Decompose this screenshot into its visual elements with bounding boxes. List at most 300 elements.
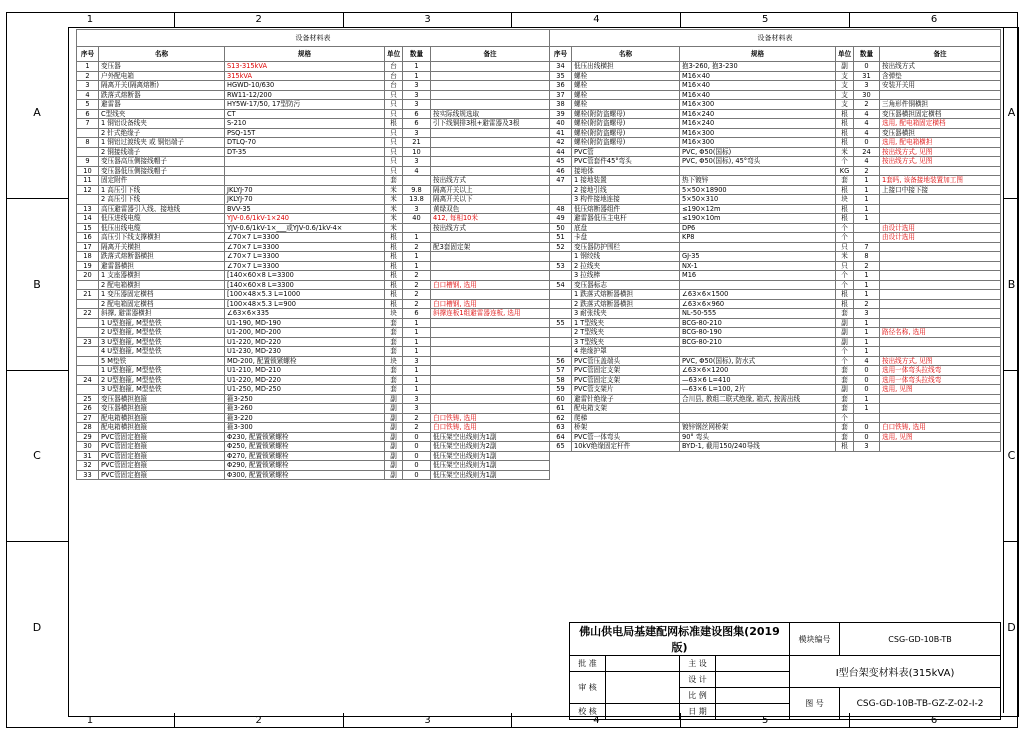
item-name: 跌落式熔断器 bbox=[99, 90, 225, 100]
item-name: 配电箱支架 bbox=[572, 404, 680, 414]
item-remark bbox=[431, 128, 550, 138]
item-spec: BYD-1, 截用150/240导线 bbox=[680, 442, 836, 452]
item-qty: 3 bbox=[403, 394, 431, 404]
item-spec bbox=[680, 347, 836, 357]
item-spec: M16 bbox=[680, 271, 836, 281]
item-name: 变压器横担抱箍 bbox=[99, 394, 225, 404]
item-qty bbox=[403, 176, 431, 186]
item-name: PVC管支架片 bbox=[572, 385, 680, 395]
item-no: 24 bbox=[77, 375, 99, 385]
table-row bbox=[77, 223, 550, 233]
table-row bbox=[550, 195, 1001, 205]
table-title: 设备材料表 bbox=[77, 30, 550, 47]
item-spec: M16×40 bbox=[680, 71, 836, 81]
item-qty: 1 bbox=[854, 271, 880, 281]
item-no: 26 bbox=[77, 404, 99, 414]
item-spec bbox=[225, 157, 385, 167]
materials-table-left bbox=[76, 29, 550, 480]
item-name: 变压器防护围栏 bbox=[572, 242, 680, 252]
item-remark: 选用, 配电箱固定横档 bbox=[880, 119, 1001, 129]
table-row bbox=[550, 71, 1001, 81]
item-qty: 2 bbox=[854, 299, 880, 309]
item-remark bbox=[431, 271, 550, 281]
item-no: 42 bbox=[550, 138, 572, 148]
ruler-mark: A bbox=[1007, 105, 1016, 119]
item-spec: PVC, Φ50(国标), 防水式 bbox=[680, 356, 836, 366]
table-row bbox=[550, 337, 1001, 347]
item-spec: [140×60×8 L=3300 bbox=[225, 280, 385, 290]
item-unit: 块 bbox=[836, 195, 854, 205]
item-no: 46 bbox=[550, 166, 572, 176]
table-row bbox=[550, 233, 1001, 243]
item-qty: 1 bbox=[403, 347, 431, 357]
item-name: PVC管固定抱箍 bbox=[99, 461, 225, 471]
table-row bbox=[77, 138, 550, 148]
item-qty: 24 bbox=[854, 147, 880, 157]
item-qty: 13.8 bbox=[403, 195, 431, 205]
item-no: 52 bbox=[550, 242, 572, 252]
item-name: 低压熔断器组件 bbox=[572, 204, 680, 214]
item-qty: 4 bbox=[854, 119, 880, 129]
item-qty: 0 bbox=[854, 375, 880, 385]
table-row bbox=[550, 442, 1001, 452]
item-spec: 5×50×18900 bbox=[680, 185, 836, 195]
item-remark: 白口铁铸, 选用 bbox=[880, 423, 1001, 433]
item-no bbox=[550, 290, 572, 300]
table-row bbox=[77, 204, 550, 214]
item-unit: 副 bbox=[836, 62, 854, 72]
table-row bbox=[77, 385, 550, 395]
item-no: 38 bbox=[550, 100, 572, 110]
item-remark bbox=[431, 404, 550, 414]
item-unit: 套 bbox=[836, 423, 854, 433]
table-row bbox=[77, 451, 550, 461]
table-row bbox=[550, 176, 1001, 186]
item-no: 65 bbox=[550, 442, 572, 452]
item-no bbox=[77, 128, 99, 138]
item-unit: 个 bbox=[836, 413, 854, 423]
item-qty: 2 bbox=[854, 100, 880, 110]
item-remark: 白口铁铸, 选用 bbox=[431, 423, 550, 433]
drawing-number: CSG-GD-10B-TB-GZ-Z-02-Ⅰ-2 bbox=[840, 688, 1001, 720]
item-name: 螺栓(附防盗螺母) bbox=[572, 119, 680, 129]
table-row bbox=[77, 261, 550, 271]
item-qty: 1 bbox=[854, 394, 880, 404]
table-row bbox=[550, 252, 1001, 262]
item-name: 卡盘 bbox=[572, 233, 680, 243]
item-spec: HY5W-17/50, 17型防污 bbox=[225, 100, 385, 110]
ruler-mark: A bbox=[33, 105, 41, 119]
item-qty: 0 bbox=[854, 62, 880, 72]
table-row bbox=[77, 309, 550, 319]
item-remark: 选用, 见图 bbox=[880, 432, 1001, 442]
item-spec bbox=[225, 166, 385, 176]
item-qty: 0 bbox=[403, 451, 431, 461]
item-name: 5 M垫铁 bbox=[99, 356, 225, 366]
item-spec: M16×300 bbox=[680, 128, 836, 138]
item-unit: 根 bbox=[836, 204, 854, 214]
item-name: 高压引下线支撑横担 bbox=[99, 233, 225, 243]
materials-table-right bbox=[549, 29, 1001, 452]
item-remark: 含弹垫 bbox=[880, 71, 1001, 81]
item-unit: 根 bbox=[836, 214, 854, 224]
item-unit: 套 bbox=[385, 328, 403, 338]
item-qty: 6 bbox=[403, 109, 431, 119]
item-name: 1 铜铝设备线夹 bbox=[99, 119, 225, 129]
item-spec: Φ300, 配置锁紧螺栓 bbox=[225, 470, 385, 480]
table-header: 序号 名称 规格 单位 数量 备注 bbox=[77, 47, 550, 62]
table-row bbox=[550, 223, 1001, 233]
table-row bbox=[550, 328, 1001, 338]
item-spec: ≤190×10m bbox=[680, 214, 836, 224]
table-row bbox=[550, 432, 1001, 442]
item-spec: JKLYJ-70 bbox=[225, 185, 385, 195]
item-no: 1 bbox=[77, 62, 99, 72]
item-spec bbox=[680, 242, 836, 252]
item-name: 2 铜接线端子 bbox=[99, 147, 225, 157]
item-remark: 上接口中接下接 bbox=[880, 185, 1001, 195]
item-spec: ∠63×6×335 bbox=[225, 309, 385, 319]
item-no: 14 bbox=[77, 214, 99, 224]
item-remark bbox=[880, 318, 1001, 328]
drawing-title: Ⅰ型台架变材料表(315kVA) bbox=[790, 656, 1001, 688]
item-no: 50 bbox=[550, 223, 572, 233]
item-remark bbox=[880, 252, 1001, 262]
item-unit: 只 bbox=[836, 242, 854, 252]
item-remark: 隔离开关以上 bbox=[431, 185, 550, 195]
item-no bbox=[550, 347, 572, 357]
item-name: 变压器横担抱箍 bbox=[99, 404, 225, 414]
item-qty: 1 bbox=[854, 185, 880, 195]
item-no: 31 bbox=[77, 451, 99, 461]
item-name: 3 拉线棒 bbox=[572, 271, 680, 281]
item-name: 避雷器低压主电杆 bbox=[572, 214, 680, 224]
item-spec bbox=[225, 176, 385, 186]
item-spec: RW11-12/200 bbox=[225, 90, 385, 100]
item-spec bbox=[680, 166, 836, 176]
table-row bbox=[77, 423, 550, 433]
item-remark bbox=[431, 138, 550, 148]
table-row bbox=[77, 432, 550, 442]
table-row bbox=[550, 356, 1001, 366]
ruler-mark: 5 bbox=[680, 713, 849, 728]
item-qty: 0 bbox=[854, 423, 880, 433]
item-name: 1 T型线夹 bbox=[572, 318, 680, 328]
table-row bbox=[550, 204, 1001, 214]
item-remark: 按出线方式 bbox=[880, 62, 1001, 72]
item-unit: 根 bbox=[385, 233, 403, 243]
item-qty: 1 bbox=[403, 366, 431, 376]
table-row bbox=[77, 318, 550, 328]
item-no: 36 bbox=[550, 81, 572, 91]
table-row bbox=[550, 242, 1001, 252]
item-qty: 4 bbox=[854, 157, 880, 167]
ruler-mark: 4 bbox=[511, 12, 680, 27]
item-qty: 1 bbox=[403, 328, 431, 338]
table-row bbox=[77, 214, 550, 224]
item-name: 隔离开关横担 bbox=[99, 242, 225, 252]
item-no: 27 bbox=[77, 413, 99, 423]
item-no bbox=[77, 366, 99, 376]
design-label: 设 计 bbox=[680, 672, 716, 688]
item-remark bbox=[880, 404, 1001, 414]
ruler-mark: B bbox=[6, 198, 68, 370]
item-unit: 个 bbox=[836, 347, 854, 357]
item-qty: 2 bbox=[403, 280, 431, 290]
item-remark bbox=[880, 204, 1001, 214]
table-row bbox=[550, 366, 1001, 376]
ruler-mark: 5 bbox=[680, 12, 849, 27]
item-no: 6 bbox=[77, 109, 99, 119]
table-row bbox=[550, 100, 1001, 110]
item-qty: 1 bbox=[403, 252, 431, 262]
item-remark bbox=[431, 71, 550, 81]
item-no: 9 bbox=[77, 157, 99, 167]
table-row bbox=[77, 442, 550, 452]
item-unit: 根 bbox=[385, 252, 403, 262]
table-row bbox=[550, 375, 1001, 385]
review-label: 审 核 bbox=[570, 672, 606, 704]
item-qty: 30 bbox=[854, 90, 880, 100]
item-remark: 按出线方式 bbox=[431, 223, 550, 233]
item-remark bbox=[431, 100, 550, 110]
item-qty: 3 bbox=[854, 309, 880, 319]
table-row bbox=[77, 185, 550, 195]
item-spec: BCG-80-210 bbox=[680, 318, 836, 328]
item-name: 隔离开关(隔离熔断) bbox=[99, 81, 225, 91]
item-spec: Φ250, 配置锁紧螺栓 bbox=[225, 442, 385, 452]
item-no: 19 bbox=[77, 261, 99, 271]
item-unit: 米 bbox=[385, 204, 403, 214]
item-name: 螺栓(附防盗螺母) bbox=[572, 109, 680, 119]
item-spec: ∠70×7 L=3300 bbox=[225, 261, 385, 271]
item-name: 低压出线横担 bbox=[572, 62, 680, 72]
ruler-mark: C bbox=[1004, 370, 1019, 542]
item-unit: KG bbox=[836, 166, 854, 176]
item-name: PVC管 bbox=[572, 147, 680, 157]
item-qty: 1 bbox=[854, 328, 880, 338]
item-no: 39 bbox=[550, 109, 572, 119]
item-remark bbox=[431, 90, 550, 100]
table-row bbox=[550, 271, 1001, 281]
item-no: 47 bbox=[550, 176, 572, 186]
item-spec: —63×6 L=410 bbox=[680, 375, 836, 385]
item-unit: 只 bbox=[385, 147, 403, 157]
table-row bbox=[550, 404, 1001, 414]
item-remark bbox=[880, 394, 1001, 404]
item-qty: 1 bbox=[854, 318, 880, 328]
item-unit: 套 bbox=[836, 176, 854, 186]
item-unit: 支 bbox=[836, 81, 854, 91]
table-row bbox=[77, 366, 550, 376]
table-row bbox=[77, 195, 550, 205]
item-name: PVC管固定抱箍 bbox=[99, 442, 225, 452]
item-remark bbox=[880, 442, 1001, 452]
table-title: 设备材料表 bbox=[550, 30, 1001, 47]
item-qty: 9.8 bbox=[403, 185, 431, 195]
item-spec: 5×50×310 bbox=[680, 195, 836, 205]
table-row bbox=[550, 385, 1001, 395]
item-qty: 3 bbox=[854, 81, 880, 91]
item-qty: 1 bbox=[854, 347, 880, 357]
item-unit: 个 bbox=[836, 223, 854, 233]
item-no: 30 bbox=[77, 442, 99, 452]
module-label: 模块编号 bbox=[790, 623, 840, 656]
item-unit: 个 bbox=[836, 280, 854, 290]
item-spec: U1-190, MD-190 bbox=[225, 318, 385, 328]
item-spec: BVV-35 bbox=[225, 204, 385, 214]
item-spec: —63×6 L=100, 2片 bbox=[680, 385, 836, 395]
item-qty: 6 bbox=[403, 119, 431, 129]
ruler-mark: B bbox=[1004, 198, 1019, 370]
table-row bbox=[77, 90, 550, 100]
item-qty: 1 bbox=[854, 176, 880, 186]
item-unit: 根 bbox=[385, 271, 403, 281]
item-unit: 根 bbox=[385, 290, 403, 300]
table-row bbox=[550, 299, 1001, 309]
item-unit: 副 bbox=[385, 432, 403, 442]
item-remark bbox=[431, 375, 550, 385]
item-spec: 镀锌钢丝网桥架 bbox=[680, 423, 836, 433]
item-spec bbox=[680, 280, 836, 290]
item-name: 3 耐张线夹 bbox=[572, 309, 680, 319]
item-qty: 0 bbox=[403, 442, 431, 452]
item-name: 变压器低压侧接线帽子 bbox=[99, 166, 225, 176]
item-remark: 斜撑连板1组避雷器连板, 选用 bbox=[431, 309, 550, 319]
item-spec: NL-50-555 bbox=[680, 309, 836, 319]
item-name: 2 拉线夹 bbox=[572, 261, 680, 271]
item-remark: 白口槽钢, 选用 bbox=[431, 280, 550, 290]
item-name: 2 跌落式熔断器横担 bbox=[572, 299, 680, 309]
check-label: 校 核 bbox=[570, 704, 606, 720]
item-remark: 配3套固定架 bbox=[431, 242, 550, 252]
item-remark bbox=[880, 166, 1001, 176]
table-row bbox=[77, 470, 550, 480]
table-row bbox=[77, 252, 550, 262]
table-header: 序号 名称 规格 单位 数量 备注 bbox=[550, 47, 1001, 62]
item-spec: U1-250, MD-250 bbox=[225, 385, 385, 395]
item-remark bbox=[880, 271, 1001, 281]
item-no bbox=[550, 271, 572, 281]
item-qty: 1 bbox=[403, 337, 431, 347]
item-name: 底盘 bbox=[572, 223, 680, 233]
item-spec: ∠63×6×1500 bbox=[680, 290, 836, 300]
item-qty: 1 bbox=[403, 318, 431, 328]
table-row bbox=[77, 176, 550, 186]
item-remark: 低压架空出线则为1副 bbox=[431, 451, 550, 461]
item-spec: 90° 弯头 bbox=[680, 432, 836, 442]
item-spec: M16×240 bbox=[680, 119, 836, 129]
item-remark: 选用, 见图 bbox=[880, 385, 1001, 395]
table-row bbox=[550, 147, 1001, 157]
item-no: 48 bbox=[550, 204, 572, 214]
item-remark: 白口铁铸, 选用 bbox=[431, 413, 550, 423]
item-unit: 只 bbox=[385, 138, 403, 148]
item-name: PVC管套件45°弯头 bbox=[572, 157, 680, 167]
item-name: 桥架 bbox=[572, 423, 680, 433]
table-row bbox=[550, 347, 1001, 357]
table-row bbox=[77, 109, 550, 119]
item-unit: 只 bbox=[385, 109, 403, 119]
table-row bbox=[550, 280, 1001, 290]
item-name: 1 高压引下线 bbox=[99, 185, 225, 195]
item-no: 10 bbox=[77, 166, 99, 176]
item-no: 34 bbox=[550, 62, 572, 72]
item-qty: 1 bbox=[854, 195, 880, 205]
item-spec: PSQ-15T bbox=[225, 128, 385, 138]
item-no: 53 bbox=[550, 261, 572, 271]
table-row bbox=[550, 90, 1001, 100]
item-name: 1 支座器横担 bbox=[99, 271, 225, 281]
item-remark bbox=[880, 347, 1001, 357]
item-unit: 套 bbox=[385, 176, 403, 186]
item-qty: 1 bbox=[854, 280, 880, 290]
item-remark: 低压架空出线则为2副 bbox=[431, 442, 550, 452]
item-no: 57 bbox=[550, 366, 572, 376]
item-name: PVC管压盖端头 bbox=[572, 356, 680, 366]
item-remark bbox=[431, 252, 550, 262]
table-row bbox=[550, 119, 1001, 129]
item-spec: U1-220, MD-220 bbox=[225, 337, 385, 347]
item-unit: 套 bbox=[385, 375, 403, 385]
item-unit: 个 bbox=[836, 157, 854, 167]
item-unit: 副 bbox=[836, 337, 854, 347]
item-spec: ∠63×6×1200 bbox=[680, 366, 836, 376]
item-qty: 3 bbox=[403, 90, 431, 100]
item-unit: 套 bbox=[385, 337, 403, 347]
item-unit: 台 bbox=[385, 62, 403, 72]
item-name: 2 针式绝缘子 bbox=[99, 128, 225, 138]
table-row bbox=[550, 166, 1001, 176]
item-unit: 套 bbox=[836, 404, 854, 414]
item-name: 螺栓 bbox=[572, 81, 680, 91]
item-no: 60 bbox=[550, 394, 572, 404]
item-qty: 2 bbox=[854, 261, 880, 271]
item-spec: U1-200, MD-200 bbox=[225, 328, 385, 338]
item-qty: 1 bbox=[854, 337, 880, 347]
item-unit: 支 bbox=[836, 100, 854, 110]
item-spec: YJV-0.6/1kV-1×240 bbox=[225, 214, 385, 224]
item-qty: 2 bbox=[403, 242, 431, 252]
table-row bbox=[550, 214, 1001, 224]
item-remark: 白口槽钢, 选用 bbox=[431, 299, 550, 309]
table-row bbox=[77, 271, 550, 281]
item-qty bbox=[854, 223, 880, 233]
item-no: 41 bbox=[550, 128, 572, 138]
item-qty: 8 bbox=[854, 252, 880, 262]
item-remark: 选用一体弯头拉线弯 bbox=[880, 366, 1001, 376]
item-qty: 40 bbox=[403, 214, 431, 224]
item-unit: 套 bbox=[385, 347, 403, 357]
item-unit: 根 bbox=[836, 119, 854, 129]
item-name: 变压器 bbox=[99, 62, 225, 72]
item-qty: 2 bbox=[403, 290, 431, 300]
item-name: 4 绝缘护罩 bbox=[572, 347, 680, 357]
item-no bbox=[77, 147, 99, 157]
item-no: 55 bbox=[550, 318, 572, 328]
table-row bbox=[550, 138, 1001, 148]
item-name: 2 配电箱横担 bbox=[99, 280, 225, 290]
item-name: 螺栓 bbox=[572, 100, 680, 110]
item-remark: 412, 每相10米 bbox=[431, 214, 550, 224]
item-name: 变压器高压侧接线帽子 bbox=[99, 157, 225, 167]
ruler-mark: C bbox=[6, 370, 68, 542]
item-no bbox=[77, 195, 99, 205]
item-remark bbox=[880, 309, 1001, 319]
item-remark: 选用一体弯头拉线弯 bbox=[880, 375, 1001, 385]
table-row bbox=[77, 119, 550, 129]
item-remark: 按出线方式, 见图 bbox=[880, 356, 1001, 366]
